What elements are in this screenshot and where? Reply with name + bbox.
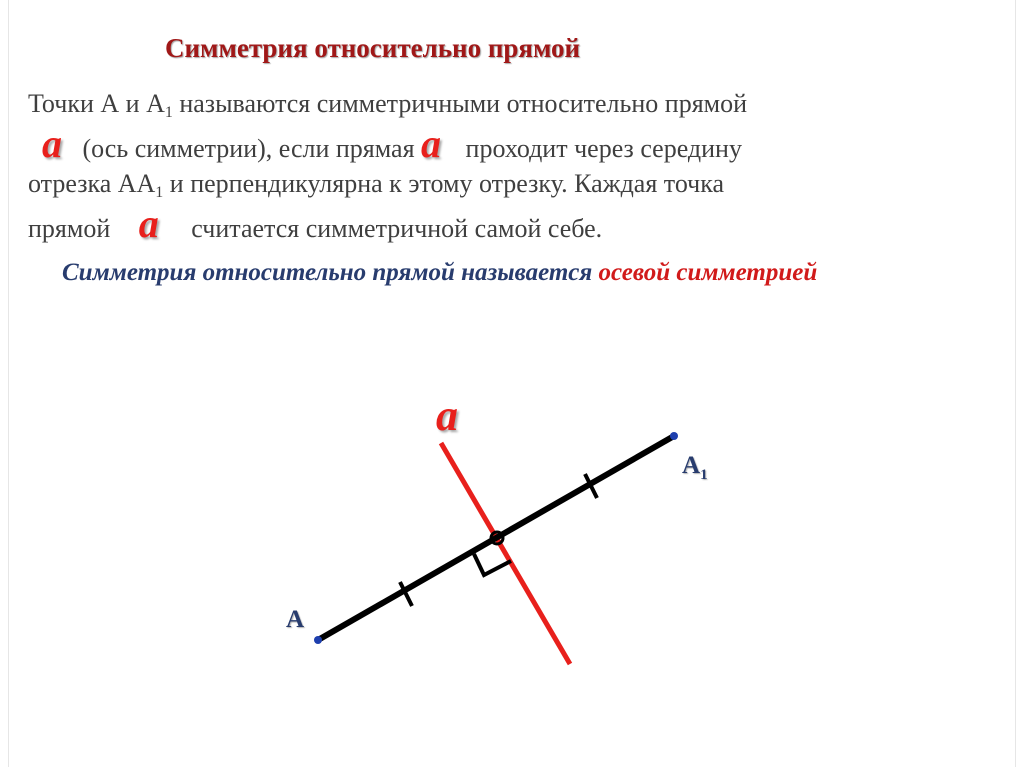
axis-line: [441, 443, 570, 664]
point-a-marker: [314, 636, 322, 644]
definition-text: Симметрия относительно прямой называется: [62, 259, 599, 286]
paragraph-line-2: [28, 121, 988, 166]
text-segment: считается симметричной самой себе.: [184, 214, 603, 243]
slide-title: Симметрия относительно прямой: [165, 33, 581, 63]
paragraph-line-3: [28, 164, 988, 204]
slide-frame-left: [8, 0, 9, 767]
point-a1-label: [682, 452, 708, 483]
paragraph-line-4: [28, 201, 988, 246]
text-segment: Точки А и А: [28, 89, 165, 118]
diagram-axis-label: a: [436, 391, 458, 440]
text-segment: и перпендикулярна к этому отрезку. Каждая точка: [163, 169, 725, 198]
text-segment: (ось симметрии), если прямая: [76, 134, 422, 163]
segment-aa1: [318, 436, 674, 640]
paragraph: [28, 84, 988, 244]
definition: [62, 254, 962, 292]
subscript: 1: [164, 104, 173, 121]
point-a1-label-main: A: [682, 452, 701, 479]
text-segment: прямой: [28, 214, 117, 243]
axis-letter-inline: a: [138, 201, 159, 246]
point-a1-marker: [670, 432, 678, 440]
slide-frame-right: [1015, 0, 1016, 767]
subscript: 1: [155, 184, 164, 201]
point-a1-subscript: 1: [700, 467, 708, 483]
text-segment: отрезка АА: [28, 169, 156, 198]
axis-letter-inline: a: [42, 121, 62, 166]
paragraph-line-1: [28, 84, 988, 124]
axis-letter-inline: a: [421, 121, 442, 166]
point-a-label: A: [286, 606, 305, 633]
text-segment: проходит через середину: [459, 134, 742, 163]
definition-highlight: осевой симметрией: [598, 259, 818, 286]
text-segment: называются симметричными относительно прямой: [172, 89, 748, 118]
